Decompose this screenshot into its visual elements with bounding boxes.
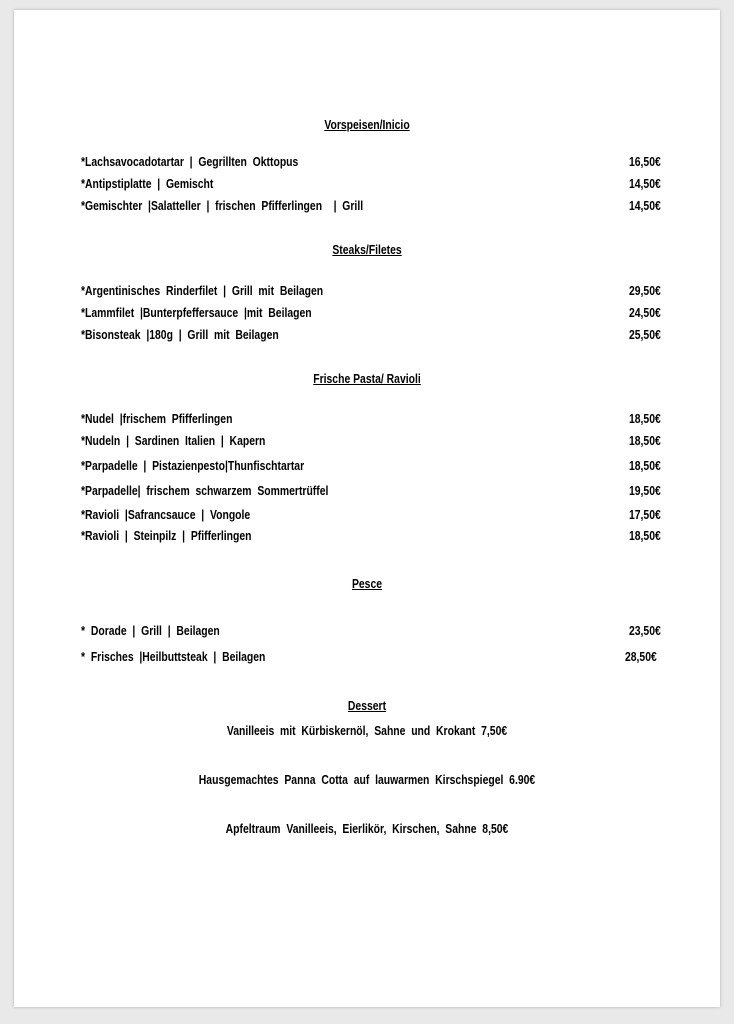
menu-item-price: 14,50€ [629,198,661,213]
menu-item-price: 19,50€ [629,483,661,498]
menu-item-price: 18,50€ [629,528,661,543]
menu-item [81,483,661,501]
menu-item-price: 29,50€ [629,283,661,298]
menu-item-name: * Frisches |Heilbuttsteak | Beilagen [81,649,266,664]
menu-item-price: 23,50€ [629,623,661,638]
menu-item [81,154,661,172]
menu-item-price: 16,50€ [629,154,661,169]
dessert-item: Apfeltraum Vanilleeis, Eierlikör, Kirschen, Sahne 8,50€ [225,821,509,836]
section-title-vorspeisen: Vorspeisen/Inicio [324,117,410,132]
menu-item-name: *Nudeln | Sardinen Italien | Kapern [81,433,266,448]
menu-item-name: *Parpadelle | Pistazienpesto|Thunfischtartar [81,458,305,473]
menu-item-name: * Dorade | Grill | Beilagen [81,623,220,638]
menu-item-name: *Gemischter |Salatteller | frischen Pfifferlingen | Grill [81,198,364,213]
menu-item-name: *Antipstiplatte | Gemischt [81,176,214,191]
menu-item [81,411,661,429]
menu-item-price: 18,50€ [629,458,661,473]
section-title-pesce: Pesce [351,576,383,591]
menu-item [81,433,661,451]
menu-item-name: *Bisonsteak |180g | Grill mit Beilagen [81,327,279,342]
menu-item-price: 17,50€ [629,507,661,522]
menu-item-price: 28,50€ [625,649,657,664]
menu-item [81,649,657,667]
menu-item [81,305,661,323]
menu-item-name: *Lachsavocadotartar | Gegrillten Okttopus [81,154,299,169]
menu-item-price: 25,50€ [629,327,661,342]
menu-item-price: 24,50€ [629,305,661,320]
menu-page [14,10,720,1007]
menu-item [81,528,661,546]
menu-item [81,623,661,641]
menu-item-name: *Parpadelle| frischem schwarzem Sommertrüffel [81,483,329,498]
menu-item-price: 18,50€ [629,411,661,426]
menu-item-name: *Ravioli | Steinpilz | Pfifferlingen [81,528,252,543]
menu-item-price: 18,50€ [629,433,661,448]
menu-item-name: *Nudel |frischem Pfifferlingen [81,411,233,426]
menu-item-name: *Lammfilet |Bunterpfeffersauce |mit Beilagen [81,305,312,320]
menu-item [81,327,661,345]
menu-item [81,176,661,194]
menu-item-name: *Argentinisches Rinderfilet | Grill mit Beilagen [81,283,324,298]
dessert-item: Vanilleeis mit Kürbiskernöl, Sahne und Krokant 7,50€ [226,723,508,738]
dessert-item: Hausgemachtes Panna Cotta auf lauwarmen Kirschspiegel 6.90€ [198,772,536,787]
menu-item [81,283,661,301]
section-title-dessert: Dessert [347,698,387,713]
section-title-pasta: Frische Pasta/ Ravioli [313,371,421,386]
menu-item [81,458,661,476]
menu-item [81,198,661,216]
menu-item [81,507,661,525]
menu-item-name: *Ravioli |Safrancsauce | Vongole [81,507,251,522]
menu-item-price: 14,50€ [629,176,661,191]
section-title-steaks: Steaks/Filetes [332,242,402,257]
